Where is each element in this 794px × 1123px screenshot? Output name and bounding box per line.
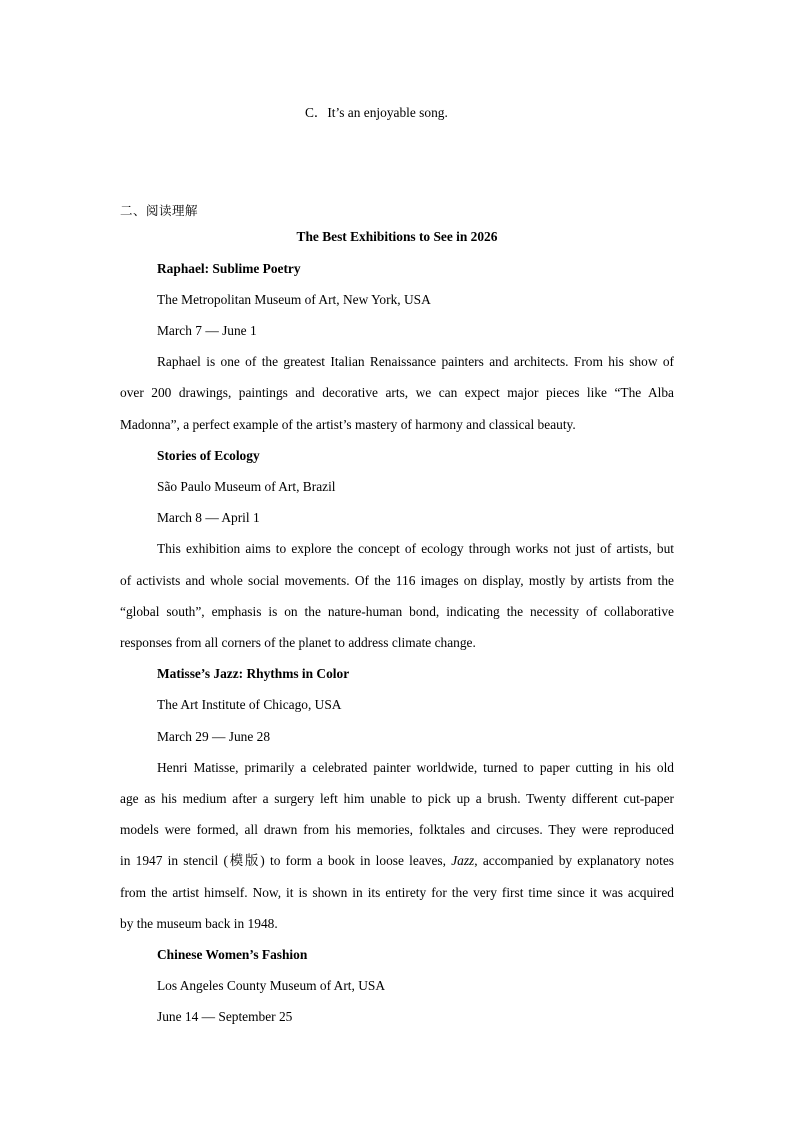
stencil-text-after: , accompanied by explanatory notes	[474, 853, 674, 868]
option-c: C．It’s an enjoyable song.	[305, 105, 448, 120]
exhibition-dates: March 7 — June 1	[157, 323, 257, 338]
paragraph-line: Henri Matisse, primarily a celebrated painter worldwide, turned to paper cutting in his old	[157, 760, 674, 775]
paragraph-line: Raphael is one of the greatest Italian Renaissance painters and architects. From his show of	[157, 354, 674, 369]
paragraph-line-stencil	[120, 851, 674, 871]
paragraph-line: Madonna”, a perfect example of the artist’s mastery of harmony and classical beauty.	[120, 417, 576, 432]
paragraph-line: “global south”, emphasis is on the nature-human bond, indicating the necessity of collaborative	[120, 604, 674, 619]
jazz-title: Jazz	[451, 853, 475, 868]
paragraph-line: of activists and whole social movements. Of the 116 images on display, mostly by artists from the	[120, 573, 674, 588]
exhibition-venue: São Paulo Museum of Art, Brazil	[157, 479, 336, 494]
paragraph-line: by the museum back in 1948.	[120, 916, 278, 931]
exhibition-name: Raphael: Sublime Poetry	[157, 261, 301, 276]
exhibition-dates: June 14 — September 25	[157, 1009, 293, 1024]
exhibition-dates: March 8 — April 1	[157, 510, 260, 525]
exhibition-venue: Los Angeles County Museum of Art, USA	[157, 978, 386, 993]
exhibition-dates: March 29 — June 28	[157, 729, 271, 744]
exhibition-venue: The Art Institute of Chicago, USA	[157, 697, 342, 712]
paragraph-line: from the artist himself. Now, it is shown in its entirety for the very first time since it was acquired	[120, 885, 674, 900]
paragraph-line: over 200 drawings, paintings and decorative arts, we can expect major pieces like “The Alba	[120, 385, 674, 400]
exhibition-name: Chinese Women’s Fashion	[157, 947, 308, 962]
paragraph-line: age as his medium after a surgery left him unable to pick up a brush. Twenty different cut-paper	[120, 791, 674, 806]
exhibition-name: Matisse’s Jazz: Rhythms in Color	[157, 666, 350, 681]
exhibition-venue: The Metropolitan Museum of Art, New York, USA	[157, 292, 431, 307]
paragraph-line: This exhibition aims to explore the concept of ecology through works not just of artists, but	[157, 541, 674, 556]
exhibition-name: Stories of Ecology	[157, 448, 260, 463]
section-heading: 二、阅读理解	[120, 203, 199, 218]
article-title: The Best Exhibitions to See in 2026	[296, 229, 498, 244]
stencil-text-before: in 1947 in stencil (模版) to form a book in loose leaves,	[120, 853, 452, 868]
paragraph-line: responses from all corners of the planet to address climate change.	[120, 635, 476, 650]
paragraph-line: models were formed, all drawn from his memories, folktales and circuses. They were reproduced	[120, 822, 674, 837]
